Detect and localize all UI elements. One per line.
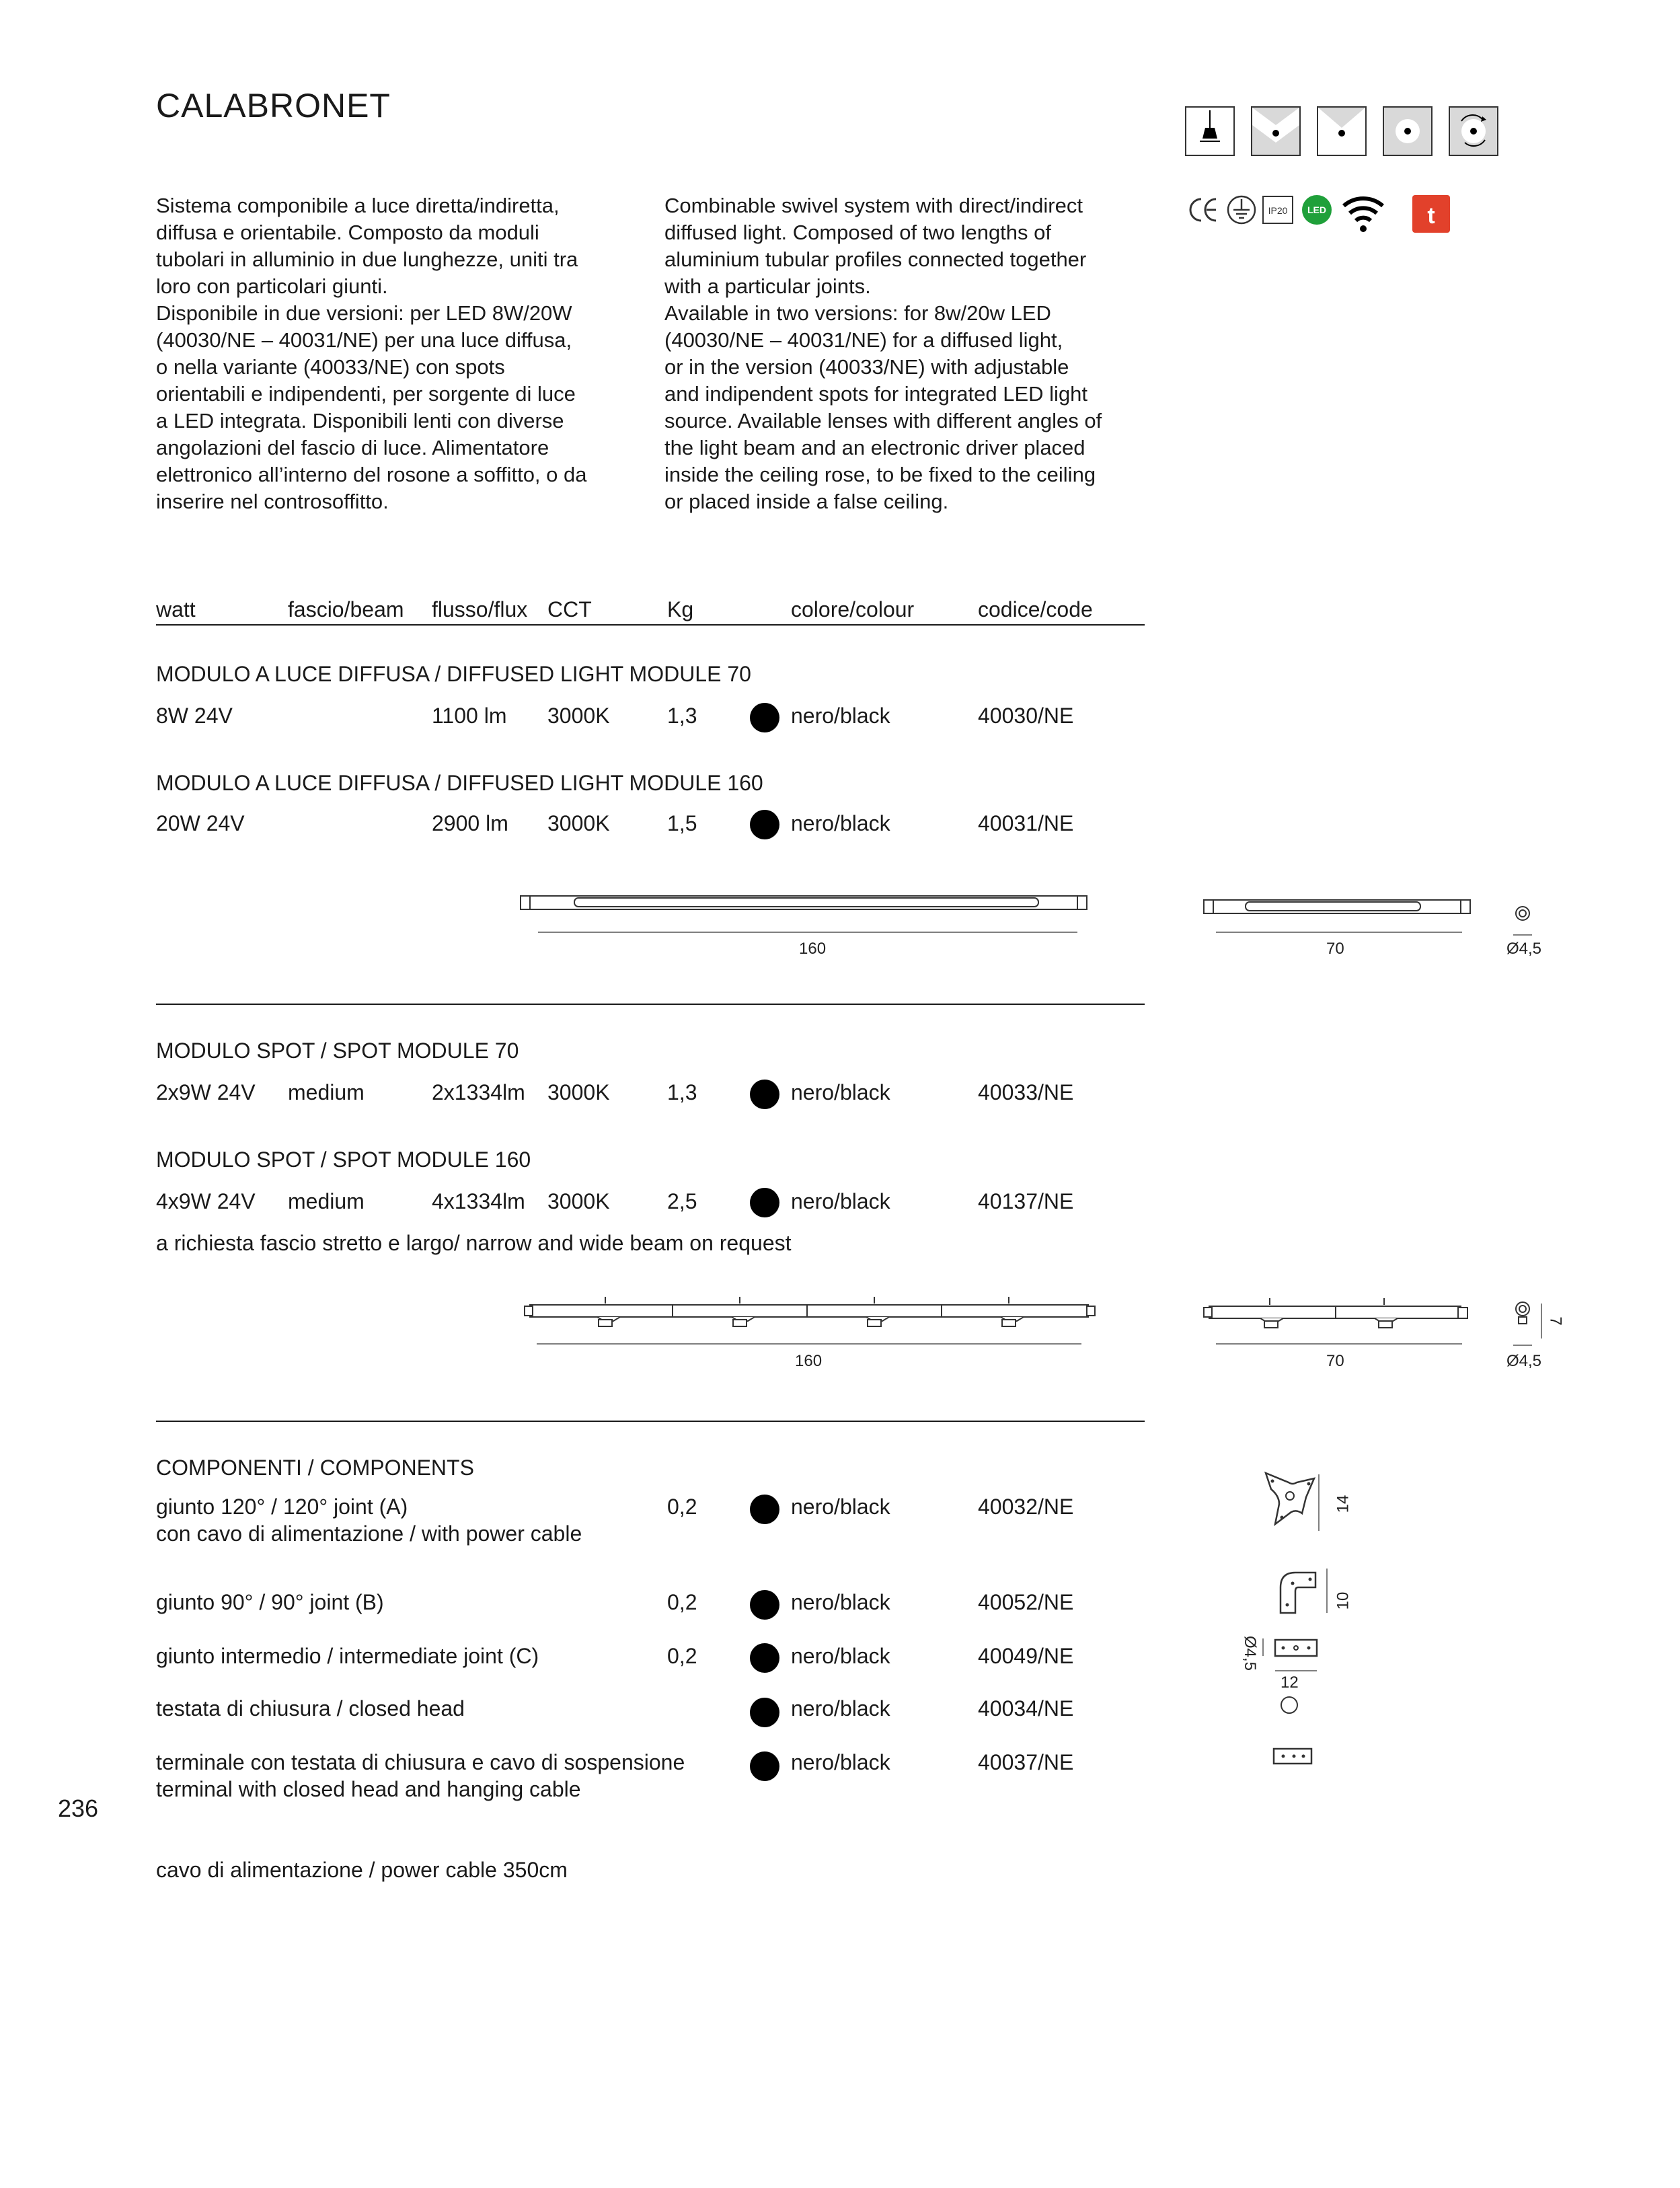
- recessed-spot-icon: [1383, 106, 1433, 156]
- spot-section-drawing: [1509, 1298, 1536, 1349]
- certification-icons: [1181, 194, 1463, 241]
- diffused-section-drawing: [1509, 904, 1536, 939]
- kg-value: 1,3: [667, 704, 697, 728]
- dimension-label: 10: [1334, 1591, 1352, 1610]
- dimension-length-160: 160: [799, 940, 827, 958]
- header-divider: [156, 624, 1145, 626]
- colour-swatch-black: [750, 703, 779, 732]
- page-title: CALABRONET: [156, 87, 391, 124]
- power-cable-note: cavo di alimentazione / power cable 350cm: [156, 1858, 568, 1882]
- watt-value: 20W 24V: [156, 811, 245, 835]
- dimension-label: Ø4,5: [1241, 1635, 1260, 1671]
- colour-swatch-black: [750, 1643, 779, 1673]
- kg-value: 1,5: [667, 811, 697, 835]
- component-subtitle: terminal with closed head and hanging cable: [156, 1777, 581, 1801]
- led-badge-icon: [1302, 195, 1332, 225]
- component-name: terminale con testata di chiusura e cavo di sospensione: [156, 1750, 685, 1774]
- code-value: 40137/NE: [978, 1189, 1074, 1213]
- dimension-diameter: Ø4,5: [1506, 1352, 1542, 1370]
- kg-value: 1,3: [667, 1080, 697, 1104]
- description-english: Combinable swivel system with direct/indirect diffused light. Composed of two lengths of aluminium tubular profiles connected together with a particular joints. Available in two versions: for 8w/20w LED (40030/NE – 40031/NE) for a diffused light, or in the version (40033/NE) with adjustable and indipendent spots for integrated LED light source. Available lenses with different angles of the light beam and an electronic driver placed inside the ceiling rose, to be fixed to the ceiling or placed inside a false ceiling.: [664, 194, 1102, 513]
- col-header-code: codice/code: [978, 597, 1093, 621]
- joint-90-drawing: [1278, 1567, 1325, 1616]
- colour-value: nero/black: [791, 1590, 890, 1614]
- col-header-flux: flusso/flux: [432, 597, 528, 621]
- col-header-watt: watt: [156, 597, 196, 621]
- ground-symbol-icon: [1228, 196, 1255, 223]
- code-value: 40031/NE: [978, 811, 1074, 835]
- component-name: giunto 120° / 120° joint (A): [156, 1495, 408, 1519]
- section-divider: [156, 1004, 1145, 1005]
- dimension-height: 7: [1546, 1316, 1565, 1326]
- wifi-icon: [1344, 198, 1383, 232]
- colour-swatch-black: [750, 1590, 779, 1620]
- ceiling-angle-icon: [1317, 106, 1367, 156]
- colour-swatch-black: [750, 1698, 779, 1727]
- dimension-length-70: 70: [1326, 940, 1344, 958]
- dimension-diameter: Ø4,5: [1506, 940, 1542, 958]
- colour-swatch-black: [750, 1188, 779, 1217]
- adjustable-spot-icon: [1449, 106, 1498, 156]
- watt-value: 8W 24V: [156, 704, 233, 728]
- colour-swatch-black: [750, 1751, 779, 1781]
- colour-swatch-black: [750, 810, 779, 839]
- code-value: 40030/NE: [978, 704, 1074, 728]
- code-value: 40052/NE: [978, 1590, 1074, 1614]
- spot-module-70-drawing: [1202, 1294, 1472, 1348]
- section-title-spot-160: MODULO SPOT / SPOT MODULE 160: [156, 1147, 531, 1172]
- joint-120-drawing: [1259, 1470, 1326, 1531]
- dimension-label: 12: [1281, 1673, 1299, 1692]
- beam-request-note: a richiesta fascio stretto e largo/ narrow and wide beam on request: [156, 1231, 792, 1255]
- component-name: giunto intermedio / intermediate joint (C): [156, 1644, 539, 1668]
- col-header-kg: Kg: [667, 597, 694, 621]
- section-divider: [156, 1421, 1145, 1422]
- beam-value: medium: [288, 1080, 365, 1104]
- cct-value: 3000K: [547, 811, 610, 835]
- intermediate-joint-drawing: [1262, 1634, 1329, 1676]
- height-dimension-line: [1539, 1302, 1545, 1340]
- colour-value: nero/black: [791, 1644, 890, 1668]
- section-title-diffused-160: MODULO A LUCE DIFFUSA / DIFFUSED LIGHT MODULE 160: [156, 771, 763, 795]
- dimension-label: 14: [1334, 1495, 1352, 1513]
- section-title-diffused-70: MODULO A LUCE DIFFUSA / DIFFUSED LIGHT MODULE 70: [156, 662, 751, 686]
- dimension-line: [1317, 1474, 1321, 1531]
- col-header-beam: fascio/beam: [288, 597, 404, 621]
- colour-value: nero/black: [791, 704, 890, 728]
- closed-head-drawing: [1278, 1694, 1301, 1717]
- colour-swatch-black: [750, 1495, 779, 1524]
- ce-mark-icon: [1190, 199, 1216, 221]
- kg-value: 0,2: [667, 1590, 697, 1614]
- flux-value: 2x1334lm: [432, 1080, 525, 1104]
- cct-value: 3000K: [547, 1080, 610, 1104]
- terminal-drawing: [1271, 1745, 1318, 1768]
- colour-value: nero/black: [791, 1495, 890, 1519]
- colour-value: nero/black: [791, 1189, 890, 1213]
- component-subtitle: con cavo di alimentazione / with power cable: [156, 1521, 582, 1546]
- col-header-cct: CCT: [547, 597, 592, 621]
- diffused-module-70-drawing: [1202, 893, 1472, 935]
- watt-value: 4x9W 24V: [156, 1189, 256, 1213]
- cct-value: 3000K: [547, 704, 610, 728]
- col-header-colour: colore/colour: [791, 597, 915, 621]
- colour-value: nero/black: [791, 1080, 890, 1104]
- flux-value: 1100 lm: [432, 704, 507, 728]
- svg-text:LED: LED: [1307, 204, 1326, 215]
- colour-value: nero/black: [791, 811, 890, 835]
- section-title-spot-70: MODULO SPOT / SPOT MODULE 70: [156, 1039, 519, 1063]
- component-name: testata di chiusura / closed head: [156, 1696, 465, 1721]
- svg-text:t: t: [1427, 203, 1435, 229]
- svg-text:IP20: IP20: [1268, 205, 1288, 216]
- watt-value: 2x9W 24V: [156, 1080, 256, 1104]
- kg-value: 0,2: [667, 1644, 697, 1668]
- ip20-icon: [1263, 196, 1293, 223]
- code-value: 40033/NE: [978, 1080, 1074, 1104]
- dimension-line: [1325, 1569, 1329, 1613]
- component-name: giunto 90° / 90° joint (B): [156, 1590, 384, 1614]
- colour-value: nero/black: [791, 1696, 890, 1721]
- ceiling-wall-angle-icon: [1251, 106, 1301, 156]
- cct-value: 3000K: [547, 1189, 610, 1213]
- code-value: 40049/NE: [978, 1644, 1074, 1668]
- spot-module-160-drawing: [523, 1294, 1102, 1348]
- description-italian: Sistema componibile a luce diretta/indiretta, diffusa e orientabile. Composto da moduli tubolari in alluminio in due lunghezze, uniti tra loro con particolari giunti. Disponibile in due versioni: per LED 8W/20W (40030/NE – 40031/NE) per una luce diffusa, o nella variante (40033/NE) con spots orientabili e indipendenti, per sorgente di luce a LED integrata. Disponibili lenti con diverse angolazioni del fascio di luce. Alimentatore elettronico all’interno del rosone a soffitto, o da inserire nel controsoffitto.: [156, 194, 587, 513]
- code-value: 40032/NE: [978, 1495, 1074, 1519]
- kg-value: 0,2: [667, 1495, 697, 1519]
- section-title-components: COMPONENTI / COMPONENTS: [156, 1456, 474, 1480]
- page-number: 236: [58, 1795, 99, 1822]
- kg-value: 2,5: [667, 1189, 697, 1213]
- colour-value: nero/black: [791, 1750, 890, 1774]
- beam-value: medium: [288, 1189, 365, 1213]
- colour-swatch-black: [750, 1080, 779, 1109]
- flux-value: 4x1334lm: [432, 1189, 525, 1213]
- code-value: 40034/NE: [978, 1696, 1074, 1721]
- code-value: 40037/NE: [978, 1750, 1074, 1774]
- dimension-length-160: 160: [795, 1352, 823, 1370]
- suspension-lamp-icon: [1185, 106, 1235, 156]
- tuya-app-icon: [1412, 195, 1450, 233]
- dimension-length-70: 70: [1326, 1352, 1344, 1370]
- flux-value: 2900 lm: [432, 811, 508, 835]
